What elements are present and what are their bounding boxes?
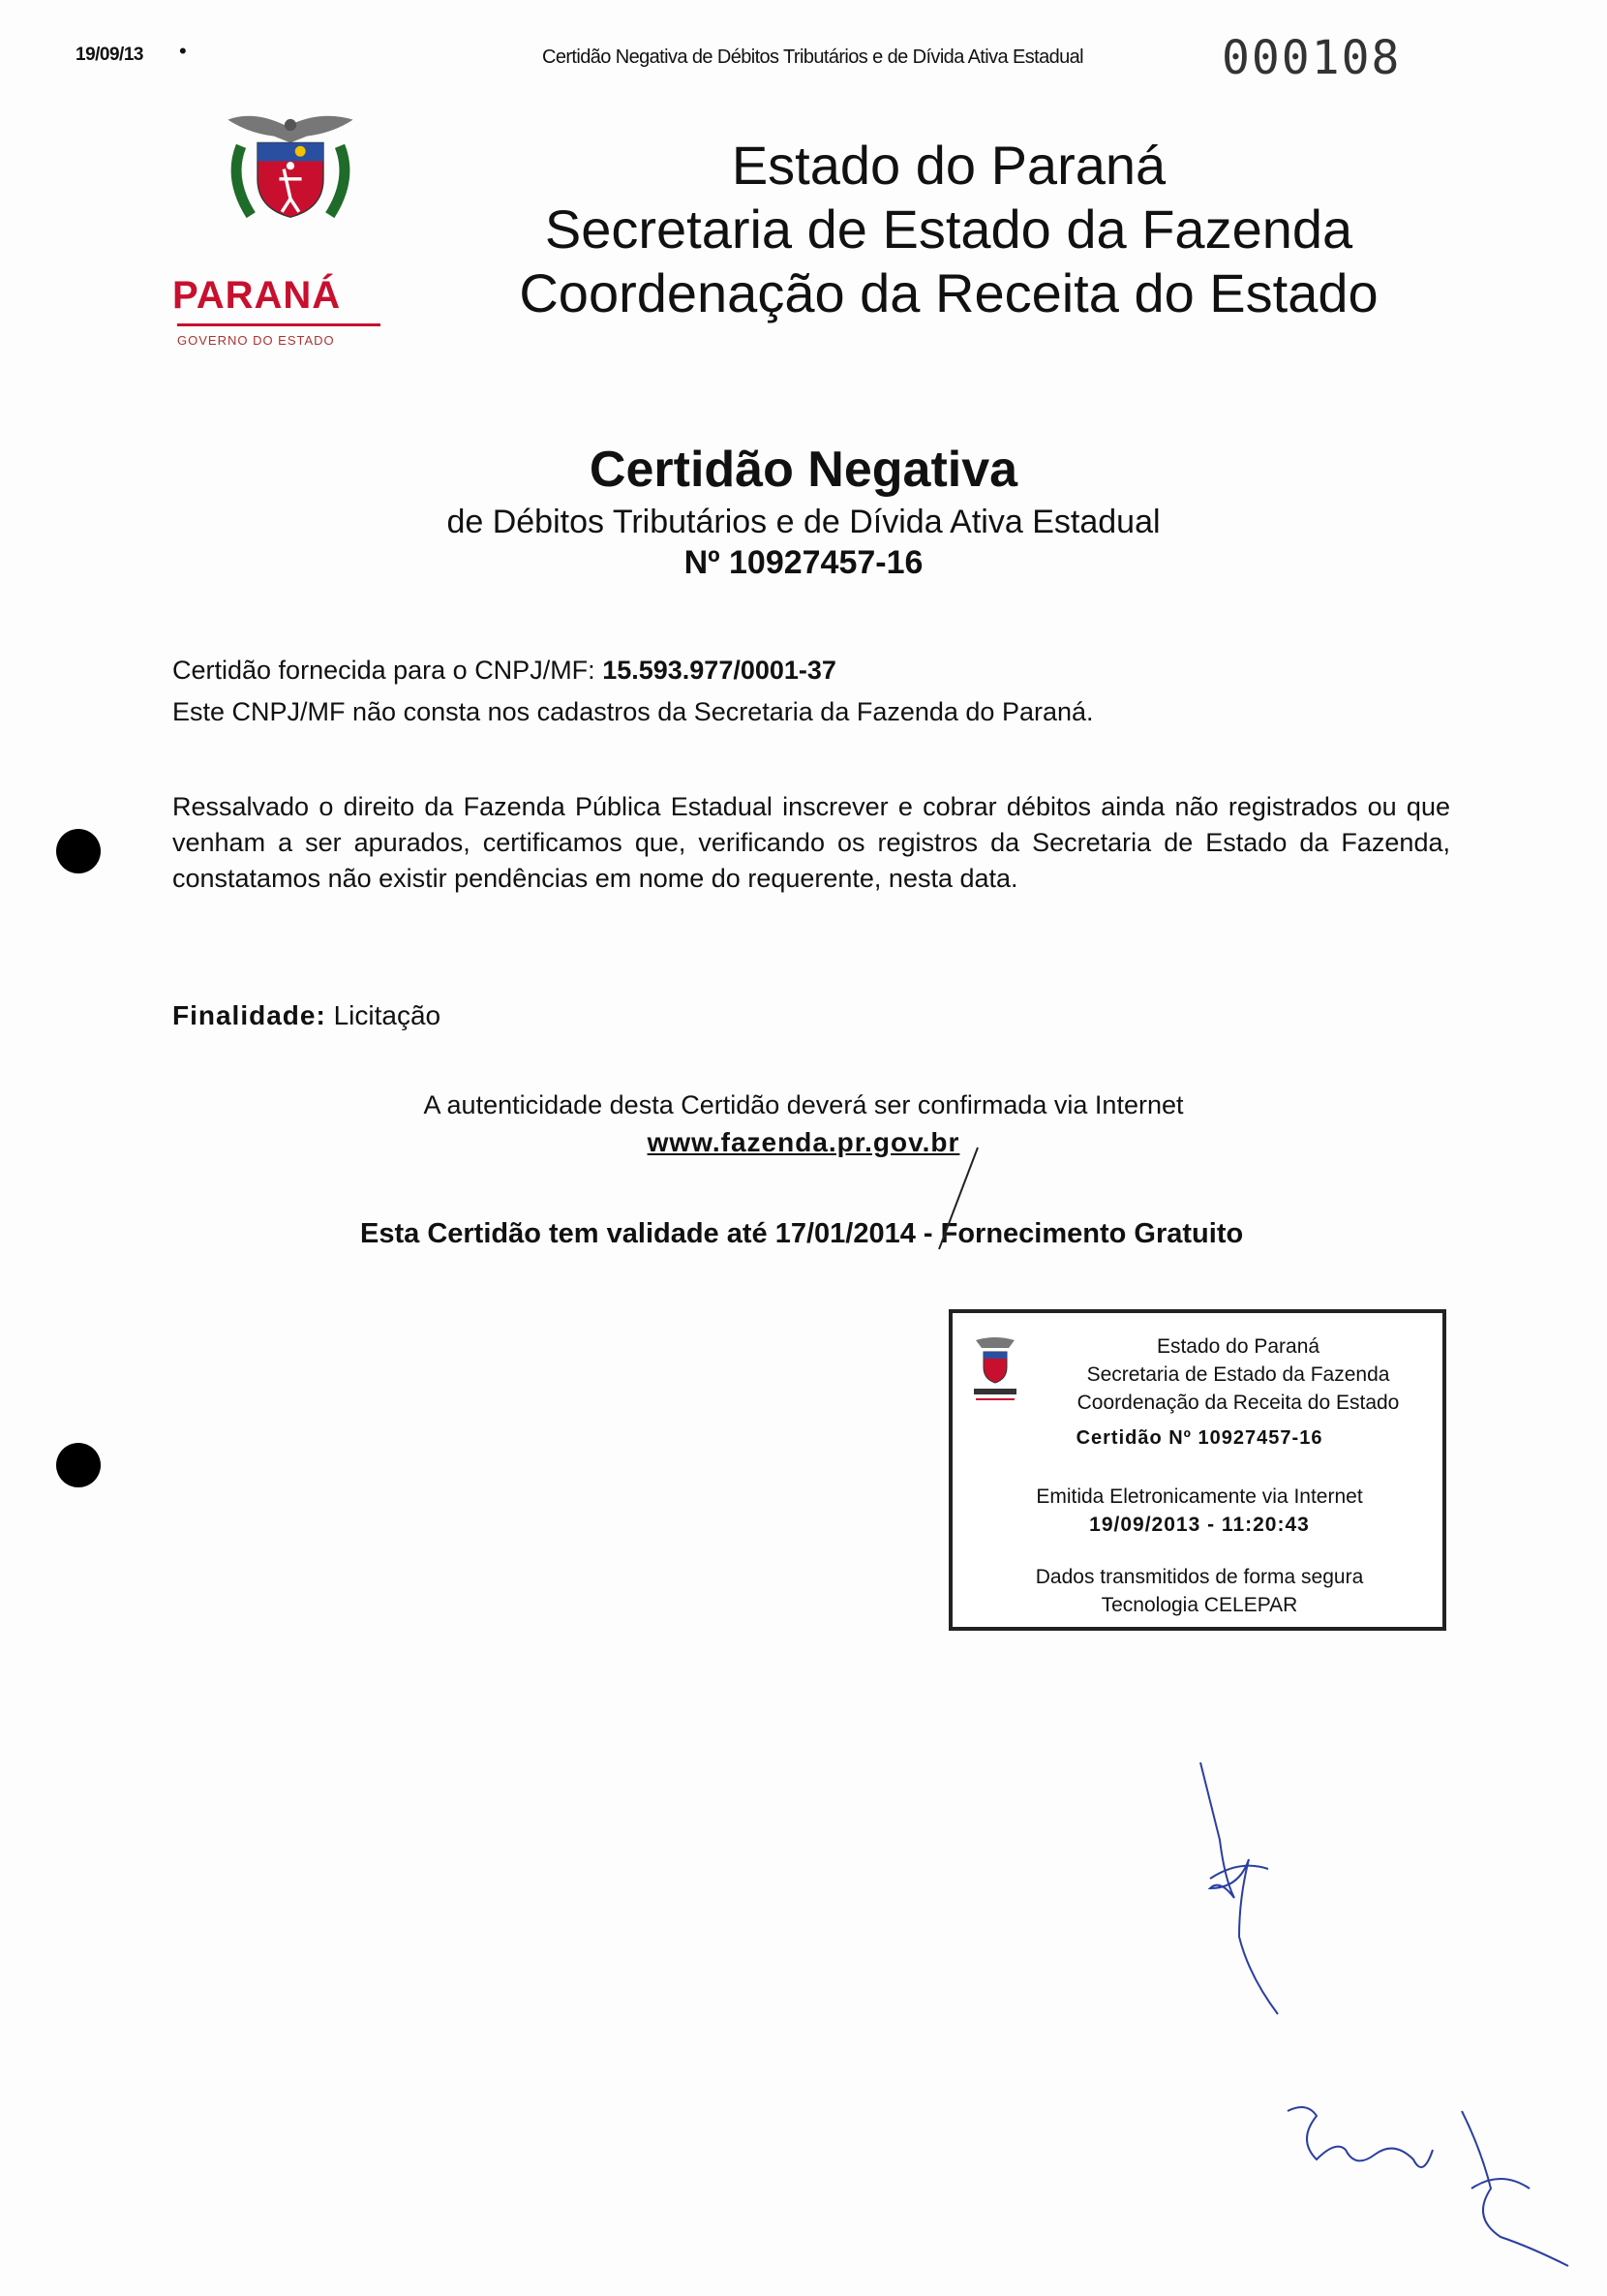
handwritten-slash [920, 1143, 997, 1259]
verification-link[interactable]: www.fazenda.pr.gov.br [647, 1127, 960, 1157]
header-date: 19/09/13 [76, 45, 143, 65]
stamp-dados: Dados transmitidos de forma segura [1035, 1566, 1364, 1588]
header-dot: • [179, 39, 187, 63]
header-doc-title: Certidão Negativa de Débitos Tributários e de Dívida Ativa Estadual [542, 46, 1084, 68]
stamp-tecnologia: Tecnologia CELEPAR [1101, 1594, 1298, 1616]
logo-subtitle: GOVERNO DO ESTADO [177, 333, 335, 348]
signature-initials [1278, 2072, 1588, 2285]
finalidade-value: Licitação [333, 1000, 441, 1030]
signature-rubric [1181, 1743, 1297, 2034]
validity-line: Esta Certidão tem validade até 17/01/2014 - Fornecimento Gratuito [360, 1218, 1244, 1249]
binder-hole-top [56, 829, 101, 873]
small-coat-of-arms-icon [970, 1334, 1020, 1412]
heading [513, 134, 1384, 325]
heading-line2: Secretaria de Estado da Fazenda [544, 199, 1353, 260]
stamp-line2: Secretaria de Estado da Fazenda [1086, 1363, 1390, 1386]
stamp-footer [953, 1563, 1446, 1619]
certificate-title: Certidão Negativa [589, 442, 1018, 498]
logo-divider [177, 323, 380, 326]
cnpj-label: Certidão fornecida para o CNPJ/MF: [172, 656, 595, 685]
binder-hole-bottom [56, 1443, 101, 1487]
stamp-heading [1040, 1332, 1437, 1417]
heading-line3: Coordenação da Receita do Estado [519, 262, 1379, 323]
stamp-line1: Estado do Paraná [1156, 1335, 1320, 1358]
certificate-number: Nº 10927457-16 [683, 544, 924, 581]
stamp-cert-number: Certidão Nº 10927457-16 [1076, 1427, 1323, 1449]
authenticity-text: A autenticidade desta Certidão deverá ser confirmada via Internet [423, 1090, 1184, 1119]
finalidade-label: Finalidade: [172, 1000, 326, 1030]
main-paragraph: Ressalvado o direito da Fazenda Pública Estadual inscrever e cobrar débitos ainda não registrados ou que venham a ser apurados, certificamos que, verificando os registros da Secretaria de Estado da Fazenda, constatamos não existir pendências em nome do requerente, nesta data. [172, 792, 1450, 893]
stamp-line3: Coordenação da Receita do Estado [1076, 1392, 1400, 1414]
stamp-emission [953, 1483, 1446, 1539]
stamp-emit-label: Emitida Eletronicamente via Internet [1036, 1485, 1363, 1508]
certificate-subtitle: de Débitos Tributários e de Dívida Ativa Estadual [446, 504, 1161, 540]
logo-name: PARANÁ [172, 274, 342, 317]
heading-line1: Estado do Paraná [731, 135, 1167, 196]
stamp-emit-datetime: 19/09/2013 - 11:20:43 [1089, 1514, 1310, 1536]
finalidade-line [172, 1000, 440, 1031]
cnpj-note: Este CNPJ/MF não consta nos cadastros da Secretaria da Fazenda do Paraná. [172, 697, 1094, 726]
verification-stamp [949, 1309, 1446, 1631]
cnpj-value: 15.593.977/0001-37 [602, 656, 836, 685]
cnpj-line [172, 656, 836, 686]
coat-of-arms-icon [160, 107, 421, 271]
page-number: 000108 [1222, 31, 1402, 85]
